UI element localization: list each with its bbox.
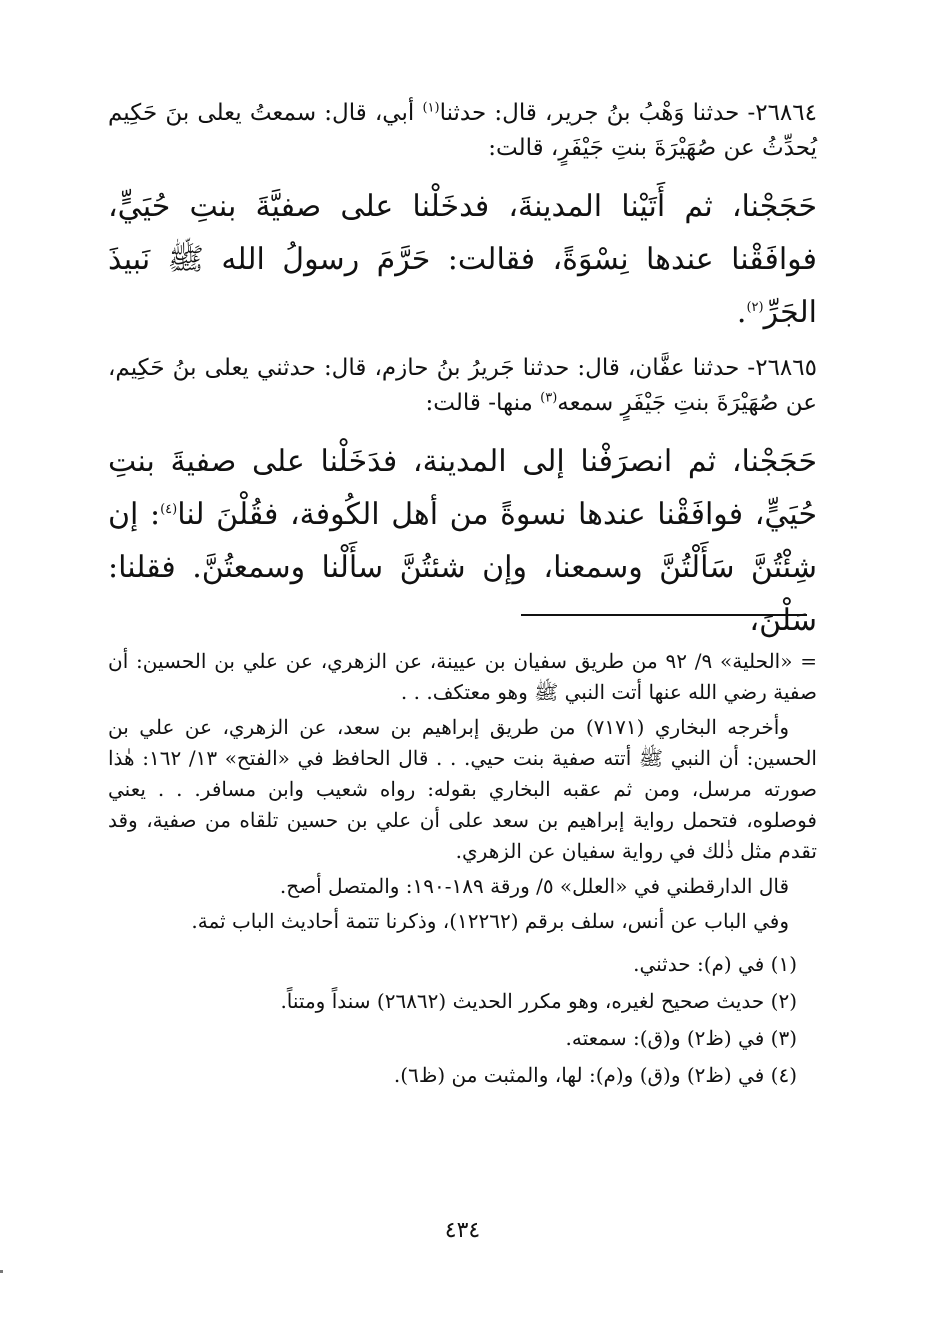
note-3: (٣) في (ظ٢) و(ق): سمعته. (565, 1026, 797, 1050)
footnote-separator (521, 614, 807, 616)
footnote-paragraph-anas: وفي الباب عن أنس، سلف برقم (١٢٢٦٢)، وذكرنا تتمة أحاديث الباب ثمة. (191, 909, 789, 933)
hadith-26864-matn (108, 180, 817, 339)
footnote-ref-4[interactable]: (٤) (160, 502, 178, 517)
footnote-ref-1[interactable]: (١) (422, 100, 440, 116)
note-4: (٤) في (ظ٢) و(ق) و(م): لها، والمثبت من (ظ٦). (393, 1063, 797, 1087)
hadith-26865-matn-end: : إن شِئْتُنَّ سَأَلْتُنَّ وسمعنا، وإن شئتُنَّ سأَلْنا وسمعتُنَّ. فقلنا: سَلْنَ، (108, 497, 817, 638)
hadith-26865-isnad-text-cont: منها- قالت: (425, 390, 541, 416)
footnote-paragraph-daraqutni: قال الدارقطني في «العلل» ٥/ ورقة ١٨٩-١٩٠: والمتصل أصح. (279, 874, 789, 898)
footnote-paragraph-bukhari: وأخرجه البخاري (٧١٧١) من طريق إبراهيم بن سعد، عن الزهري، عن علي بن الحسين: أن النبي ﷺ أتته صفية بنت حيي. . . قال الحافظ في «الفتح» ١٣/ ١٦٢: هٰذا صورته مرسل، ومن ثم عقبه البخاري بقوله: رواه شعيب وابن مسافر. . . يعني فوصلوه، فتحمل رواية إبراهيم بن سعد على أن علي بن حسين تلقاه من صفية، وقد تقدم مثل ذٰلك في رواية سفيان عن الزهري. (108, 715, 817, 863)
hadith-26864-isnad-text-cont: أبي، قال: سمعتُ يعلى بنَ حَكِيم يُحدِّثُ عن صُهَيْرَةَ بنتِ جَيْفَرٍ، قالت: (108, 100, 817, 161)
hadith-26864-matn-text: حَجَجْنا، ثم أَتَيْنا المدينةَ، فدخَلْنا على صفيَّةَ بنتِ حُيَيٍّ، فوافَقْنا عندها نِسْوَةً، فقالت: حَرَّمَ رسولُ الله ﷺ نَبيذَ الجَرِّ (108, 189, 817, 330)
hadith-26864-isnad (108, 96, 817, 166)
scan-speck (0, 1270, 3, 1273)
hadith-26864-matn-end: . (736, 295, 747, 330)
footnote-ref-2[interactable]: (٢) (746, 300, 764, 315)
numbered-notes (108, 949, 817, 1091)
footnote-ref-3[interactable]: (٣) (540, 390, 558, 406)
footnotes-section (108, 646, 817, 1097)
note-2: (٢) حديث صحيح لغيره، وهو مكرر الحديث (٢٦٨٦٢) سنداً ومتناً. (280, 989, 797, 1013)
hadith-26865-isnad (108, 351, 817, 421)
hadith-26865-matn-text: حَجَجْنا، ثم انصرَفْنا إلى المدينة، فدَخَلْنا على صفيةَ بنتِ حُيَيٍّ، فوافَقْنا عندها نسوةً من أهل الكُوفة، فقُلْنَ لنا (108, 444, 818, 532)
note-1: (١) في (م): حدثني. (633, 952, 797, 976)
hadith-26865-isnad-text: ٢٦٨٦٥- حدثنا عفَّان، قال: حدثنا جَريرُ بنُ حازم، قال: حدثني يعلى بنُ حَكِيم، عن صُهَيْرَةَ بنتِ جَيْفَرٍ سمعه (108, 355, 817, 416)
hadith-26864-isnad-text: ٢٦٨٦٤- حدثنا وَهْبُ بنُ جرير، قال: حدثنا (439, 100, 817, 126)
footnote-continuation: = «الحلية» ٩/ ٩٢ من طريق سفيان بن عيينة، عن الزهري، عن علي بن الحسين: أن صفية رضي الله عنها أتت النبي ﷺ وهو معتكف. . . (108, 649, 817, 704)
page-number: ٤٣٤ (444, 1218, 481, 1243)
